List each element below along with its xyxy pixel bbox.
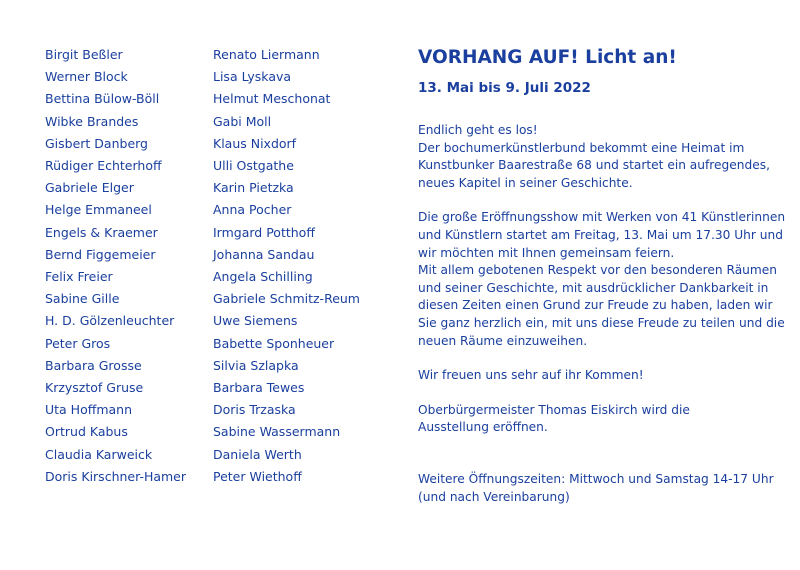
artist-name: Ortrud Kabus bbox=[45, 424, 128, 440]
artist-name: Uta Hoffmann bbox=[45, 402, 133, 418]
artist-name: Birgit Beßler bbox=[45, 47, 123, 62]
artist-name: Gabriele Elger bbox=[45, 180, 134, 196]
artist-name: Johanna Sandau bbox=[213, 246, 315, 262]
artist-name: Wibke Brandes bbox=[45, 113, 139, 129]
intro-paragraph: Endlich geht es los! Der bochumerkünstlerbund bekommt eine Heimat im Kunstbunker Baarestraße 68 und startet ein aufregendes, neues Kapitel in seiner Geschichte. bbox=[418, 123, 770, 190]
mayor-paragraph: Oberbürgermeister Thomas Eiskirch wird die Ausstellung eröffnen. bbox=[418, 402, 690, 435]
artist-list-right bbox=[213, 44, 360, 488]
artist-name: Renato Liermann bbox=[213, 47, 320, 62]
opening-hours: Weitere Öffnungszeiten: Mittwoch und Samstag 14-17 Uhr (und nach Vereinbarung) bbox=[418, 471, 774, 504]
artist-name: Anna Pocher bbox=[213, 202, 292, 218]
artist-list-left bbox=[45, 44, 186, 488]
artist-name: Barbara Tewes bbox=[213, 380, 305, 396]
artist-name: Helmut Meschonat bbox=[213, 91, 331, 107]
artist-name: Klaus Nixdorf bbox=[213, 135, 297, 151]
artist-name: Silvia Szlapka bbox=[213, 357, 299, 373]
welcome-line: Wir freuen uns sehr auf ihr Kommen! bbox=[418, 368, 644, 383]
artist-name: Babette Sponheuer bbox=[213, 335, 335, 351]
artist-name: Gabriele Schmitz-Reum bbox=[213, 291, 360, 307]
artist-name: Sabine Wassermann bbox=[213, 424, 341, 440]
artist-name: Bettina Bülow-Böll bbox=[45, 91, 160, 107]
invitation-text bbox=[418, 46, 788, 506]
artist-name: Barbara Grosse bbox=[45, 357, 142, 373]
artist-name: Felix Freier bbox=[45, 269, 113, 285]
artist-name: Lisa Lyskava bbox=[213, 69, 292, 85]
artist-name: Peter Wiethoff bbox=[213, 468, 302, 484]
artist-name: Doris Trzaska bbox=[213, 402, 296, 418]
artist-name: Doris Kirschner-Hamer bbox=[45, 468, 187, 484]
artist-name: Karin Pietzka bbox=[213, 180, 294, 196]
artist-name: Krzysztof Gruse bbox=[45, 380, 144, 396]
artist-name: Bernd Figgemeier bbox=[45, 246, 156, 262]
artist-name: H. D. Gölzenleuchter bbox=[45, 313, 175, 329]
artist-name: Engels & Kraemer bbox=[45, 224, 158, 240]
artist-name: Ulli Ostgathe bbox=[213, 158, 294, 174]
artist-name: Werner Block bbox=[45, 69, 128, 85]
artist-name: Gabi Moll bbox=[213, 113, 272, 129]
artist-name: Helge Emmaneel bbox=[45, 202, 152, 218]
artist-name: Gisbert Danberg bbox=[45, 135, 148, 151]
artist-name: Uwe Siemens bbox=[213, 313, 298, 329]
exhibition-dates: 13. Mai bis 9. Juli 2022 bbox=[418, 80, 591, 96]
artist-name: Sabine Gille bbox=[45, 291, 120, 307]
artist-name: Angela Schilling bbox=[213, 269, 313, 285]
artist-name: Daniela Werth bbox=[213, 446, 302, 462]
artist-name: Claudia Karweick bbox=[45, 446, 153, 462]
artist-name: Peter Gros bbox=[45, 335, 111, 351]
opening-paragraph: Die große Eröffnungsshow mit Werken von 41 Künstlerinnen und Künstlern startet am Freitag, 13. Mai um 17.30 Uhr und wir möchten mit Ihnen gemeinsam feiern. Mit allem gebotenen Respekt vor den besonderen Räumen und seiner Geschichte, mit ausdrücklicher Dankbarkeit in diesen Zeiten einen Grund zur Freude zu haben, laden wir Sie ganz herzlich ein, mit uns diese Freude zu teilen und die neuen Räume einzuweihen. bbox=[418, 210, 786, 348]
artist-name: Rüdiger Echterhoff bbox=[45, 158, 162, 174]
exhibition-title: VORHANG AUF! Licht an! bbox=[418, 47, 677, 68]
artist-name: Irmgard Potthoff bbox=[213, 224, 315, 240]
